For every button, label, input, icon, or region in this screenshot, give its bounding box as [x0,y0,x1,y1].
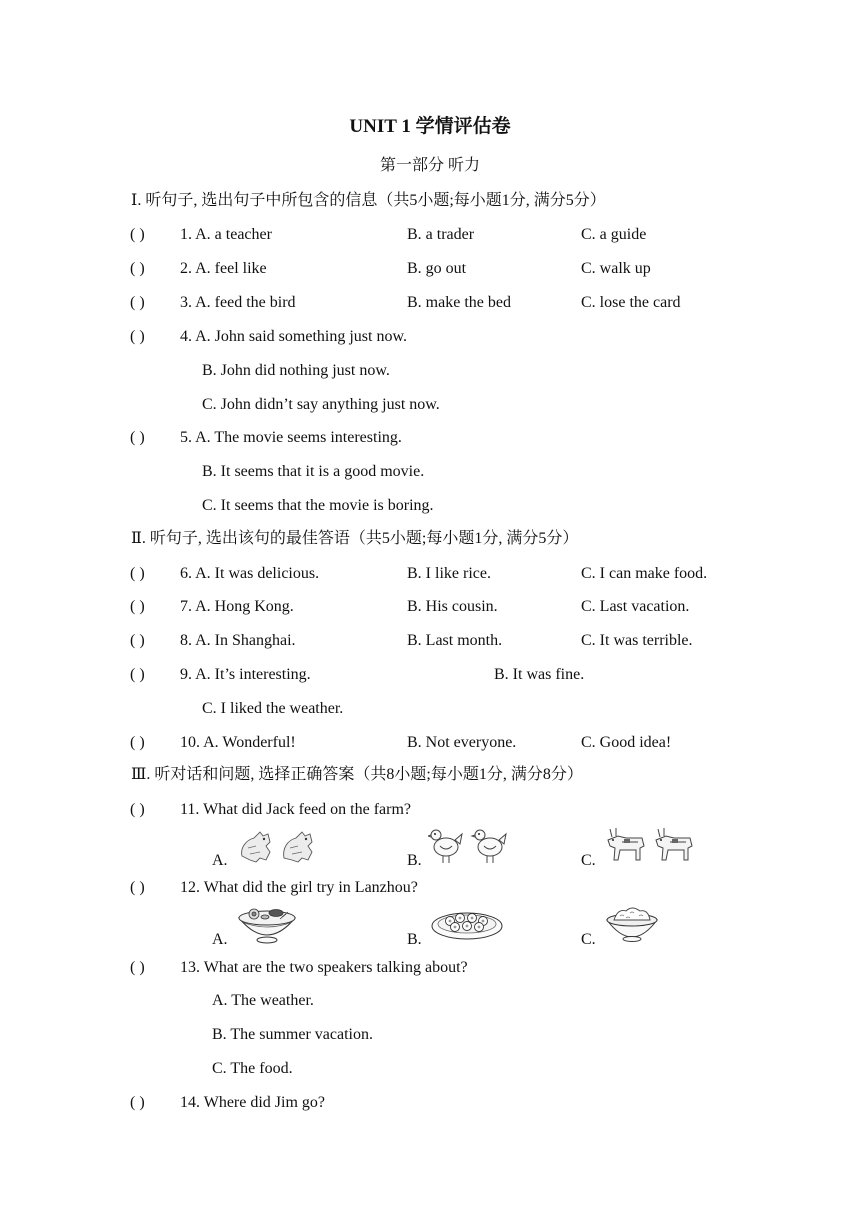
option-c-label: C. [581,852,596,869]
option-c: C. It seems that the movie is boring. [202,497,434,514]
answer-blank: ( ) [130,328,145,345]
answer-blank: ( ) [130,598,145,615]
option-a-label: A. [212,931,228,948]
question-2: 2. A. feel like [180,260,267,277]
section-heading-1: Ⅰ. 听句子, 选出句子中所包含的信息（共5小题;每小题1分, 满分5分） [131,192,606,209]
question-6: 6. A. It was delicious. [180,565,320,582]
option-c: C. a guide [581,226,647,243]
option-b: B. It was fine. [494,666,585,683]
option-c: C. walk up [581,260,651,277]
rice-bowl-icon [604,902,660,949]
option-b-label: B. [407,931,422,948]
option-b: B. Not everyone. [407,734,517,751]
question-13: 13. What are the two speakers talking about? [180,959,468,976]
option-c: C. Last vacation. [581,598,690,615]
option-c: C. lose the card [581,294,681,311]
goat-icon [604,824,700,871]
option-b: B. Last month. [407,632,503,649]
answer-blank: ( ) [130,734,145,751]
option-b: B. John did nothing just now. [202,362,390,379]
option-b: B. go out [407,260,467,277]
question-14: 14. Where did Jim go? [180,1094,326,1111]
question-1: 1. A. a teacher [180,226,272,243]
answer-blank: ( ) [130,260,145,277]
section-heading-3: Ⅲ. 听对话和问题, 选择正确答案（共8小题;每小题1分, 满分8分） [131,766,583,783]
question-11: 11. What did Jack feed on the farm? [180,801,412,818]
page-subtitle: 第一部分 听力 [379,157,480,174]
option-b: B. His cousin. [407,598,498,615]
answer-blank: ( ) [130,632,145,649]
answer-blank: ( ) [130,294,145,311]
answer-blank: ( ) [130,666,145,683]
answer-blank: ( ) [130,959,145,976]
question-7: 7. A. Hong Kong. [180,598,294,615]
question-5: 5. A. The movie seems interesting. [180,429,402,446]
option-c-label: C. [581,931,596,948]
answer-blank: ( ) [130,801,145,818]
answer-blank: ( ) [130,565,145,582]
option-b: B. a trader [407,226,475,243]
option-c: C. I can make food. [581,565,708,582]
option-b: B. make the bed [407,294,511,311]
answer-blank: ( ) [130,226,145,243]
option-c: C. John didn’t say anything just now. [202,396,440,413]
horse-icon [236,826,324,871]
option-b: B. The summer vacation. [212,1026,373,1043]
option-c: C. I liked the weather. [202,700,344,717]
chicken-icon [428,826,514,871]
answer-blank: ( ) [130,1094,145,1111]
noodle-bowl-icon [236,902,298,951]
page-title: UNIT 1 学情评估卷 [349,116,511,137]
option-c: C. Good idea! [581,734,672,751]
option-b: B. It seems that it is a good movie. [202,463,425,480]
question-9: 9. A. It’s interesting. [180,666,311,683]
option-b: B. I like rice. [407,565,491,582]
option-b-label: B. [407,852,422,869]
option-a-label: A. [212,852,228,869]
question-10: 10. A. Wonderful! [180,734,296,751]
question-12: 12. What did the girl try in Lanzhou? [180,879,418,896]
answer-blank: ( ) [130,879,145,896]
question-3: 3. A. feed the bird [180,294,296,311]
question-8: 8. A. In Shanghai. [180,632,296,649]
dumpling-plate-icon [430,904,504,947]
option-c: C. The food. [212,1060,293,1077]
option-c: C. It was terrible. [581,632,693,649]
question-4: 4. A. John said something just now. [180,328,407,345]
answer-blank: ( ) [130,429,145,446]
section-heading-2: Ⅱ. 听句子, 选出该句的最佳答语（共5小题;每小题1分, 满分5分） [131,530,579,547]
option-a: A. The weather. [212,992,314,1009]
